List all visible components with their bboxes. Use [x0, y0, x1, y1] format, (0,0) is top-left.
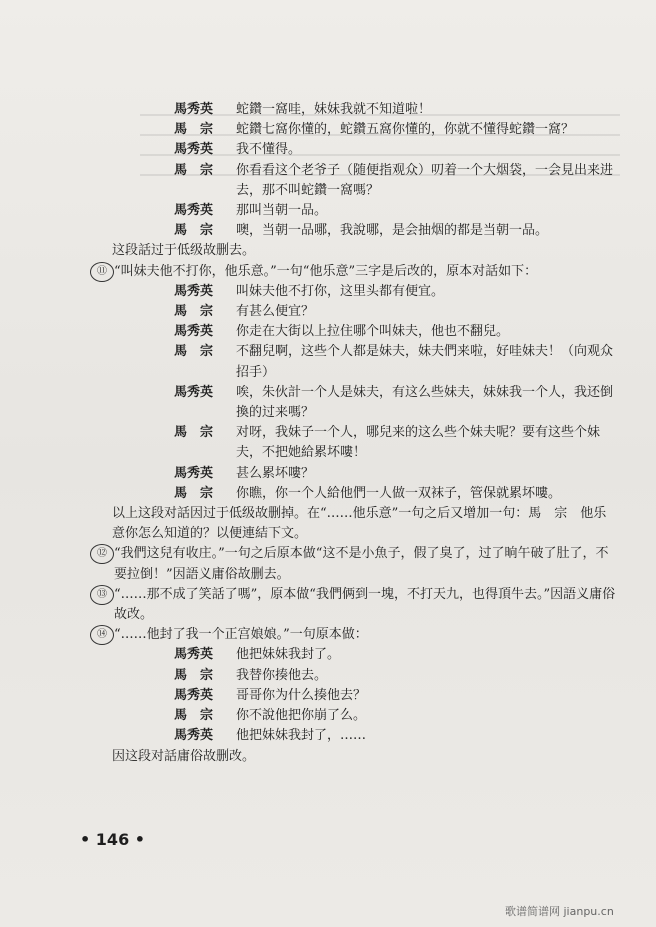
dialog-text: 他把妹妹我封了，…… — [236, 728, 367, 744]
speaker-name: 馬秀英 — [174, 283, 214, 299]
dialog-line — [112, 484, 617, 504]
dialog-line — [112, 464, 617, 484]
paragraph: 这段話过于低级故删去。 — [112, 243, 256, 259]
speaker-name: 馬秀英 — [174, 102, 214, 117]
watermark: 歌谱简谱网 jianpu.cn — [505, 905, 614, 918]
dialog-text: 你走在大街以上拉住哪个叫妹夫，他也不翻兒。 — [236, 324, 510, 340]
speaker-name: 馬秀英 — [174, 384, 214, 400]
speaker-name: 馬 宗 — [174, 425, 214, 441]
speaker-name: 馬秀英 — [174, 728, 214, 744]
speaker-name: 馬 宗 — [174, 122, 214, 138]
dialog-text: 叫妹夫他不打你，这里头都有便宜。 — [236, 283, 445, 299]
footnote-text: “……那不成了笑話了嗎”，原本做“我們俩到一塊，不打天九，也得頂牛去。”因語义庸俗故改。 — [114, 586, 616, 623]
speaker-name: 馬 宗 — [174, 344, 214, 360]
speaker-name: 馬 宗 — [174, 667, 214, 683]
dialog-line — [112, 120, 617, 140]
dialog-line — [112, 100, 617, 120]
footnote-number: ⑭ — [90, 625, 114, 645]
dialog-text: 哥哥你为什么揍他去？ — [236, 687, 367, 703]
dialog-line — [112, 322, 617, 342]
footnote-number: ⑬ — [90, 585, 114, 605]
dialog-line — [112, 221, 617, 241]
dialog-line — [112, 302, 617, 322]
footnote-text: “……他封了我一个正宫娘娘。”一句原本做： — [114, 627, 368, 643]
speaker-name: 馬 宗 — [174, 162, 214, 178]
footnote-text: “我們这兒有收庄。”一句之后原本做“这不是小魚子，假了臭了，过了晌午破了肚了，不要拉倒！”因語义庸俗故删去。 — [114, 546, 609, 582]
dialog-text: 你瞧，你一个人給他們一人做一双袜子，管保就累坏嘍。 — [236, 485, 562, 501]
speaker-name: 馬秀英 — [174, 647, 214, 663]
speaker-name: 馬 宗 — [174, 708, 214, 724]
dialog-text: 有甚么便宜？ — [236, 304, 315, 320]
text-body — [97, 100, 617, 767]
dialog-text: 噢，当朝一品哪，我說哪，是会抽烟的都是当朝一品。 — [236, 223, 549, 239]
speaker-name: 馬秀英 — [174, 142, 214, 158]
dialog-line — [112, 666, 617, 686]
speaker-name: 馬秀英 — [174, 324, 214, 340]
paragraph: 以上这段对話因过于低级故删掉。在“……他乐意”一句之后又增加一句：馬 宗 他乐意你怎么知道的？以便連結下文。 — [112, 506, 607, 542]
dialog-text: 唉，朱伙計一个人是妹夫，有这么些妹夫，妹妹我一个人，我还倒換的过来嗎？ — [236, 384, 614, 421]
footnote-text: “叫妹夫他不打你，他乐意。”一句“他乐意”三字是后改的，原本对話如下： — [114, 263, 538, 279]
dialog-line — [112, 686, 617, 706]
dialog-text: 那叫当朝一品。 — [236, 203, 328, 219]
dialog-text: 我替你揍他去。 — [236, 667, 328, 683]
dialog-line — [112, 645, 617, 665]
footnote-number: ⑪ — [90, 262, 114, 282]
footnote — [97, 625, 617, 645]
dialog-text: 我不懂得。 — [236, 142, 302, 158]
footnote — [97, 585, 617, 625]
footnote — [97, 262, 617, 282]
footnote-number: ⑫ — [90, 544, 114, 564]
dialog-line — [112, 383, 617, 423]
dialog-line — [112, 706, 617, 726]
speaker-name: 馬秀英 — [174, 203, 214, 219]
dialog-line — [112, 282, 617, 302]
footnote — [97, 544, 617, 584]
speaker-name: 馬 宗 — [174, 223, 214, 239]
dialog-text: 对呀，我妹子一个人，哪兒来的这么些个妹夫呢？要有这些个妹夫，不把她給累坏嘍！ — [236, 425, 601, 461]
dialog-text: 他把妹妹我封了。 — [236, 647, 341, 663]
dialog-text: 你不說他把你崩了么。 — [236, 708, 367, 724]
speaker-name: 馬秀英 — [174, 465, 214, 481]
page-number: • 146 • — [80, 830, 145, 849]
speaker-name: 馬 宗 — [174, 304, 214, 320]
dialog-line — [112, 161, 617, 201]
speaker-name: 馬 宗 — [174, 485, 214, 501]
dialog-text: 不翻兒啊，这些个人都是妹夫，妹夫們来啦，好哇妹夫！（向观众招手） — [236, 344, 614, 380]
dialog-line — [112, 140, 617, 160]
dialog-text: 蛇鑽七窩你懂的，蛇鑽五窩你懂的，你就不懂得蛇鑽一窩？ — [236, 122, 575, 138]
dialog-text: 甚么累坏嘍？ — [236, 465, 315, 481]
dialog-line — [112, 342, 617, 382]
dialog-line — [112, 423, 617, 463]
paragraph: 因这段对話庸俗故删改。 — [112, 748, 256, 764]
dialog-line — [112, 726, 617, 746]
dialog-text: 蛇鑽一窩哇，妹妹我就不知道啦！ — [236, 102, 432, 117]
speaker-name: 馬秀英 — [174, 687, 214, 703]
dialog-line — [112, 201, 617, 221]
dialog-text: 你看看这个老爷子（随便指观众）叨着一个大烟袋，一会見出来进去，那不叫蛇鑽一窩嗎？ — [236, 162, 614, 198]
